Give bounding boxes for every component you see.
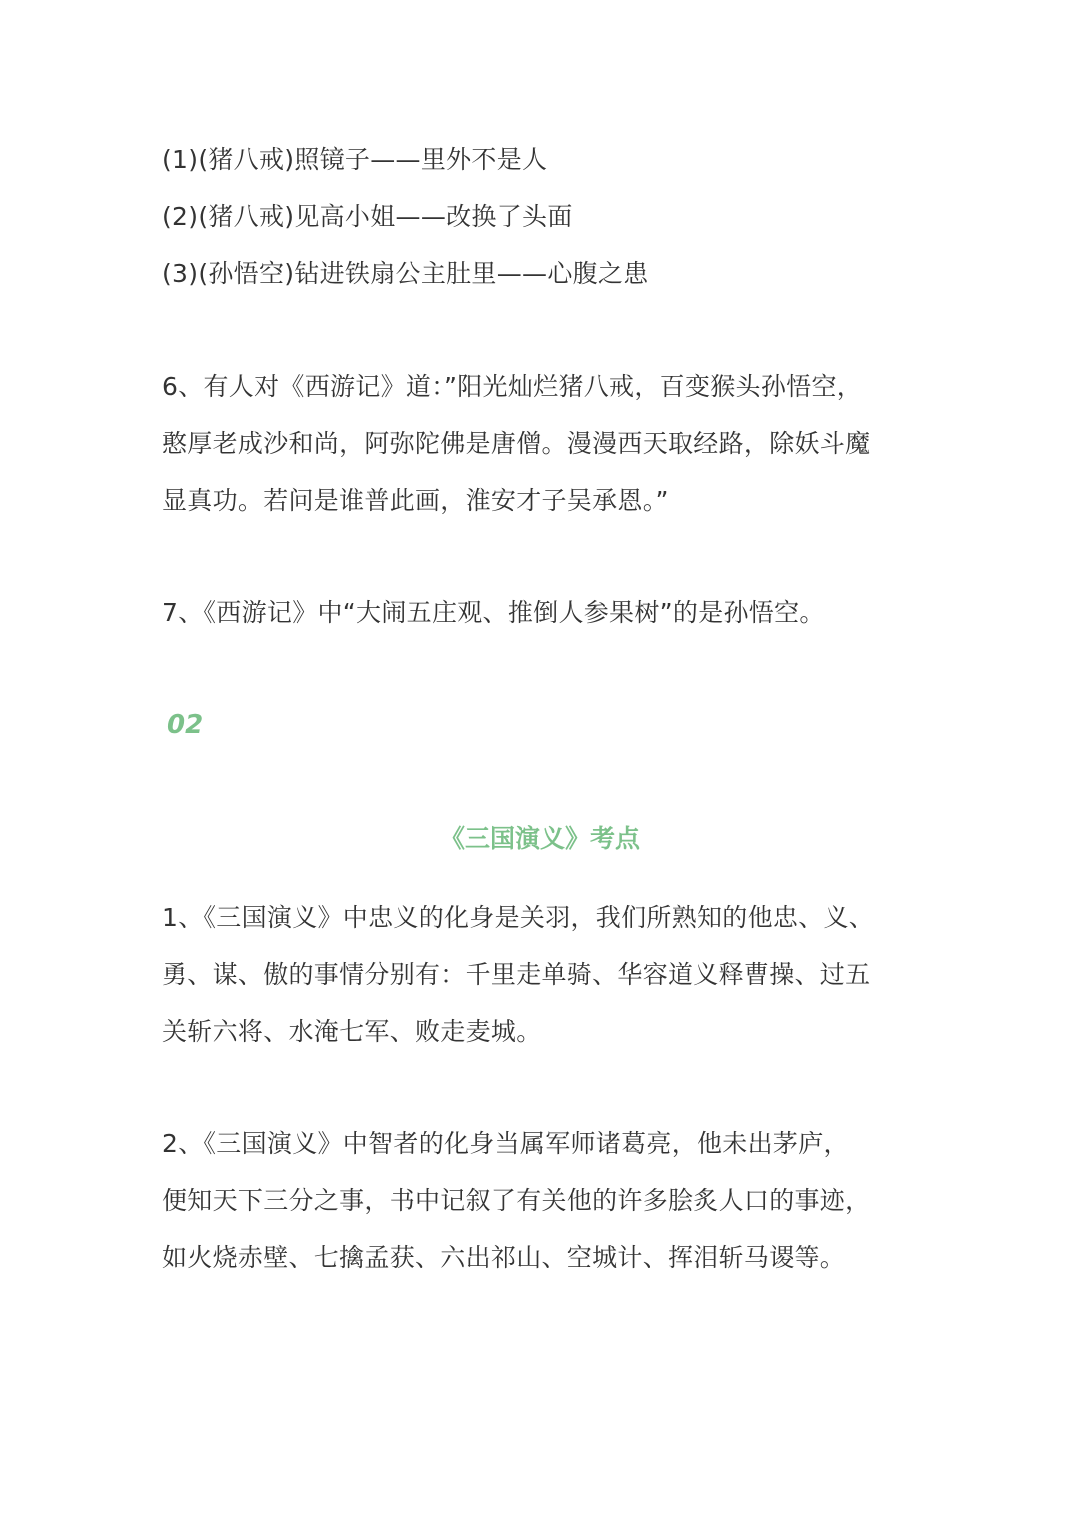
sanguo-item2-line: 2、《三国演义》中智者的化身当属军师诸葛亮，他未出茅庐， — [162, 1129, 849, 1158]
item6-line: 6、有人对《西游记》道：”阳光灿烂猪八戒，百变猴头孙悟空， — [162, 372, 863, 401]
idiom-line: (1)(猪八戒)照镜子——里外不是人 — [162, 145, 548, 174]
sanguo-item2-line: 便知天下三分之事，书中记叙了有关他的许多脍炙人口的事迹， — [162, 1186, 871, 1215]
section-number: 02 — [167, 710, 204, 740]
idiom-line: (2)(猪八戒)见高小姐——改换了头面 — [162, 202, 573, 231]
sanguo-item1-line: 勇、谋、傲的事情分别有：千里走单骑、华容道义释曹操、过五 — [162, 960, 871, 989]
idiom-line: (3)(孙悟空)钻进铁扇公主肚里——心腹之患 — [162, 259, 649, 288]
section-title: 《三国演义》考点 — [439, 824, 640, 853]
item6-line: 显真功。若问是谁普此画，淮安才子吴承恩。” — [162, 486, 669, 515]
sanguo-item1-line: 关斩六将、水淹七军、败走麦城。 — [162, 1017, 542, 1046]
sanguo-item1-line: 1、《三国演义》中忠义的化身是关羽，我们所熟知的他忠、义、 — [162, 903, 875, 932]
item7-line: 7、《西游记》中“大闹五庄观、推倒人参果树”的是孙悟空。 — [162, 598, 825, 627]
sanguo-item2-line: 如火烧赤壁、七擒孟获、六出祁山、空城计、挥泪斩马谡等。 — [162, 1243, 846, 1272]
item6-line: 憨厚老成沙和尚，阿弥陀佛是唐僧。漫漫西天取经路，除妖斗魔 — [162, 429, 871, 458]
